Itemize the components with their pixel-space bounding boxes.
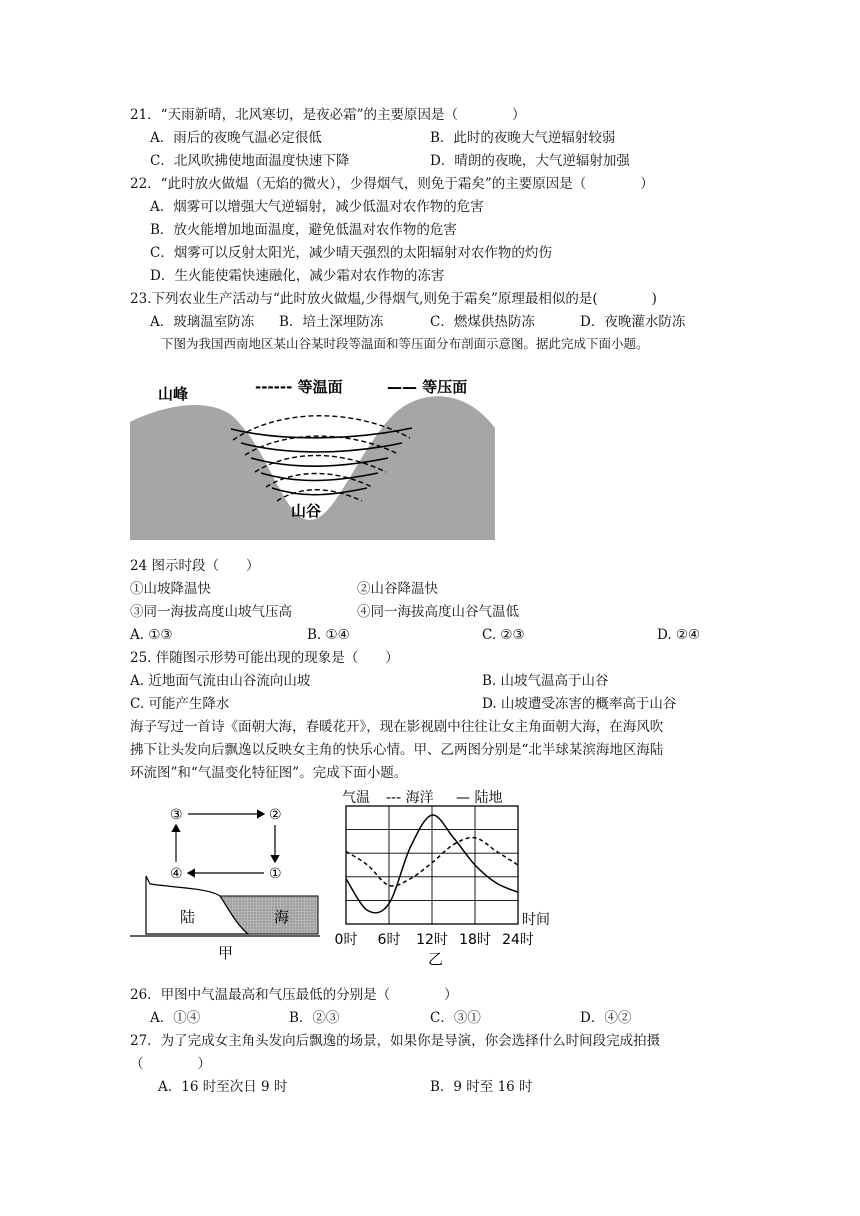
q26-option-c: C．③① [430, 1010, 481, 1026]
q27-answer-paren: （ ） [130, 1056, 211, 1072]
intro-figure-2-line-2: 拂下让头发向后飘逸以反映女主角的快乐心情。甲、乙两图分别是“北半球某滨海地区海陆 [130, 742, 664, 758]
q21-option-a: A．雨后的夜晚气温必定很低 [150, 130, 322, 146]
q21-option-c: C．北风吹拂使地面温度快速下降 [150, 153, 350, 169]
legend-land: — 陆地 [456, 790, 503, 806]
q27-stem: 27．为了完成女主角头发向后飘逸的场景，如果你是导演，你会选择什么时间段完成拍摄 [130, 1033, 661, 1049]
q23-option-d: D．夜晚灌水防冻 [580, 314, 686, 330]
q24-stem: 24 图示时段（ ） [130, 558, 260, 574]
q22-option-d: D．生火能使霜快速融化，减少霜对农作物的冻害 [150, 268, 445, 284]
valley-cross-section-figure [130, 368, 500, 546]
q21-option-b: B．此时的夜晚大气逆辐射较弱 [430, 130, 616, 146]
point-3-label: ③ [170, 807, 183, 823]
q24-option-a: A. ①③ [130, 627, 173, 643]
intro-figure-2-line-1: 海子写过一首诗《面朝大海，春暖花开》，现在影视剧中往往让女主角面朝大海，在海风吹 [130, 719, 664, 735]
q25-stem: 25. 伴随图示形势可能出现的现象是（ ） [130, 650, 399, 666]
figure-jia-caption: 甲 [218, 944, 234, 962]
q23-option-c: C．燃煤供热防冻 [430, 314, 535, 330]
legend-sea: --- 海洋 [386, 790, 434, 806]
x-tick-label: 24时 [502, 932, 534, 948]
circulation-arrows [176, 814, 275, 873]
q22-option-b: B．放火能增加地面温度，避免低温对农作物的危害 [150, 222, 457, 238]
q22-stem: 22．“此时放火做煴（无焰的微火），少得烟气，则免于霜矣”的主要原因是（ ） [130, 176, 654, 192]
isobar-legend: —— 等压面 [387, 378, 468, 396]
point-2-label: ② [269, 807, 282, 823]
x-tick-label: 0时 [334, 932, 358, 948]
q24-statement-4: ④同一海拔高度山谷气温低 [357, 604, 519, 620]
q25-option-b: B. 山坡气温高于山谷 [482, 673, 609, 689]
land-label: 陆 [180, 908, 196, 926]
x-tick-label: 6时 [377, 932, 401, 948]
q24-statement-2: ②山谷降温快 [357, 581, 438, 597]
q23-option-a: A．玻璃温室防冻 [150, 314, 255, 330]
intro-figure-1: 下图为我国西南地区某山谷某时段等温面和等压面分布剖面示意图。据此完成下面小题。 [161, 336, 649, 351]
q27-option-b: B．9 时至 16 时 [430, 1079, 533, 1095]
x-tick-label: 12时 [416, 932, 448, 948]
q24-option-b: B. ①④ [307, 627, 350, 643]
circulation-figure-jia [128, 798, 328, 966]
valley-label: 山谷 [291, 502, 322, 520]
q22-option-a: A．烟雾可以增强大气逆辐射，减少低温对农作物的危害 [150, 199, 484, 215]
q23-option-b: B．培土深埋防冻 [279, 314, 384, 330]
q26-option-a: A．①④ [150, 1010, 201, 1026]
q21-stem: 21．“天雨新晴，北风寒切，是夜必霜”的主要原因是（ ） [130, 107, 526, 123]
x-tick-labels [335, 932, 534, 948]
q24-statement-3: ③同一海拔高度山坡气压高 [130, 604, 292, 620]
peak-label: 山峰 [158, 385, 189, 403]
q26-option-d: D．④② [580, 1010, 632, 1026]
q22-option-c: C．烟雾可以反射太阳光，减少晴天强烈的太阳辐射对农作物的灼伤 [150, 245, 552, 261]
intro-figure-2-line-3: 环流图”和“气温变化特征图”。完成下面小题。 [130, 765, 408, 781]
grid-lines [346, 806, 518, 924]
q26-stem: 26．甲图中气温最高和气压最低的分别是（ ） [130, 987, 458, 1003]
chart-y-label: 气温 [342, 790, 370, 806]
x-tick-label: 18时 [459, 932, 491, 948]
chart-x-label: 时间 [522, 912, 550, 928]
isotherm-legend: ------ 等温面 [255, 378, 343, 396]
q26-option-b: B．②③ [289, 1010, 340, 1026]
q23-stem: 23.下列农业生产活动与“此时放火做煴,少得烟气,则免于霜矣”原理最相似的是( ) [130, 291, 657, 307]
figure-yi-caption: 乙 [428, 950, 444, 968]
q21-option-d: D．晴朗的夜晚，大气逆辐射加强 [430, 153, 630, 169]
q25-option-c: C. 可能产生降水 [130, 696, 230, 712]
q25-option-d: D. 山坡遭受冻害的概率高于山谷 [482, 696, 677, 712]
q27-option-a: A．16 时至次日 9 时 [158, 1079, 288, 1095]
q25-option-a: A. 近地面气流由山谷流向山坡 [130, 673, 311, 689]
point-4-label: ④ [170, 866, 183, 882]
q24-option-d: D. ②④ [657, 627, 701, 643]
sea-label: 海 [274, 908, 290, 926]
q24-statement-1: ①山坡降温快 [130, 581, 211, 597]
temperature-chart-yi [334, 784, 566, 970]
point-1-label: ① [269, 866, 282, 882]
q24-option-c: C. ②③ [482, 627, 525, 643]
